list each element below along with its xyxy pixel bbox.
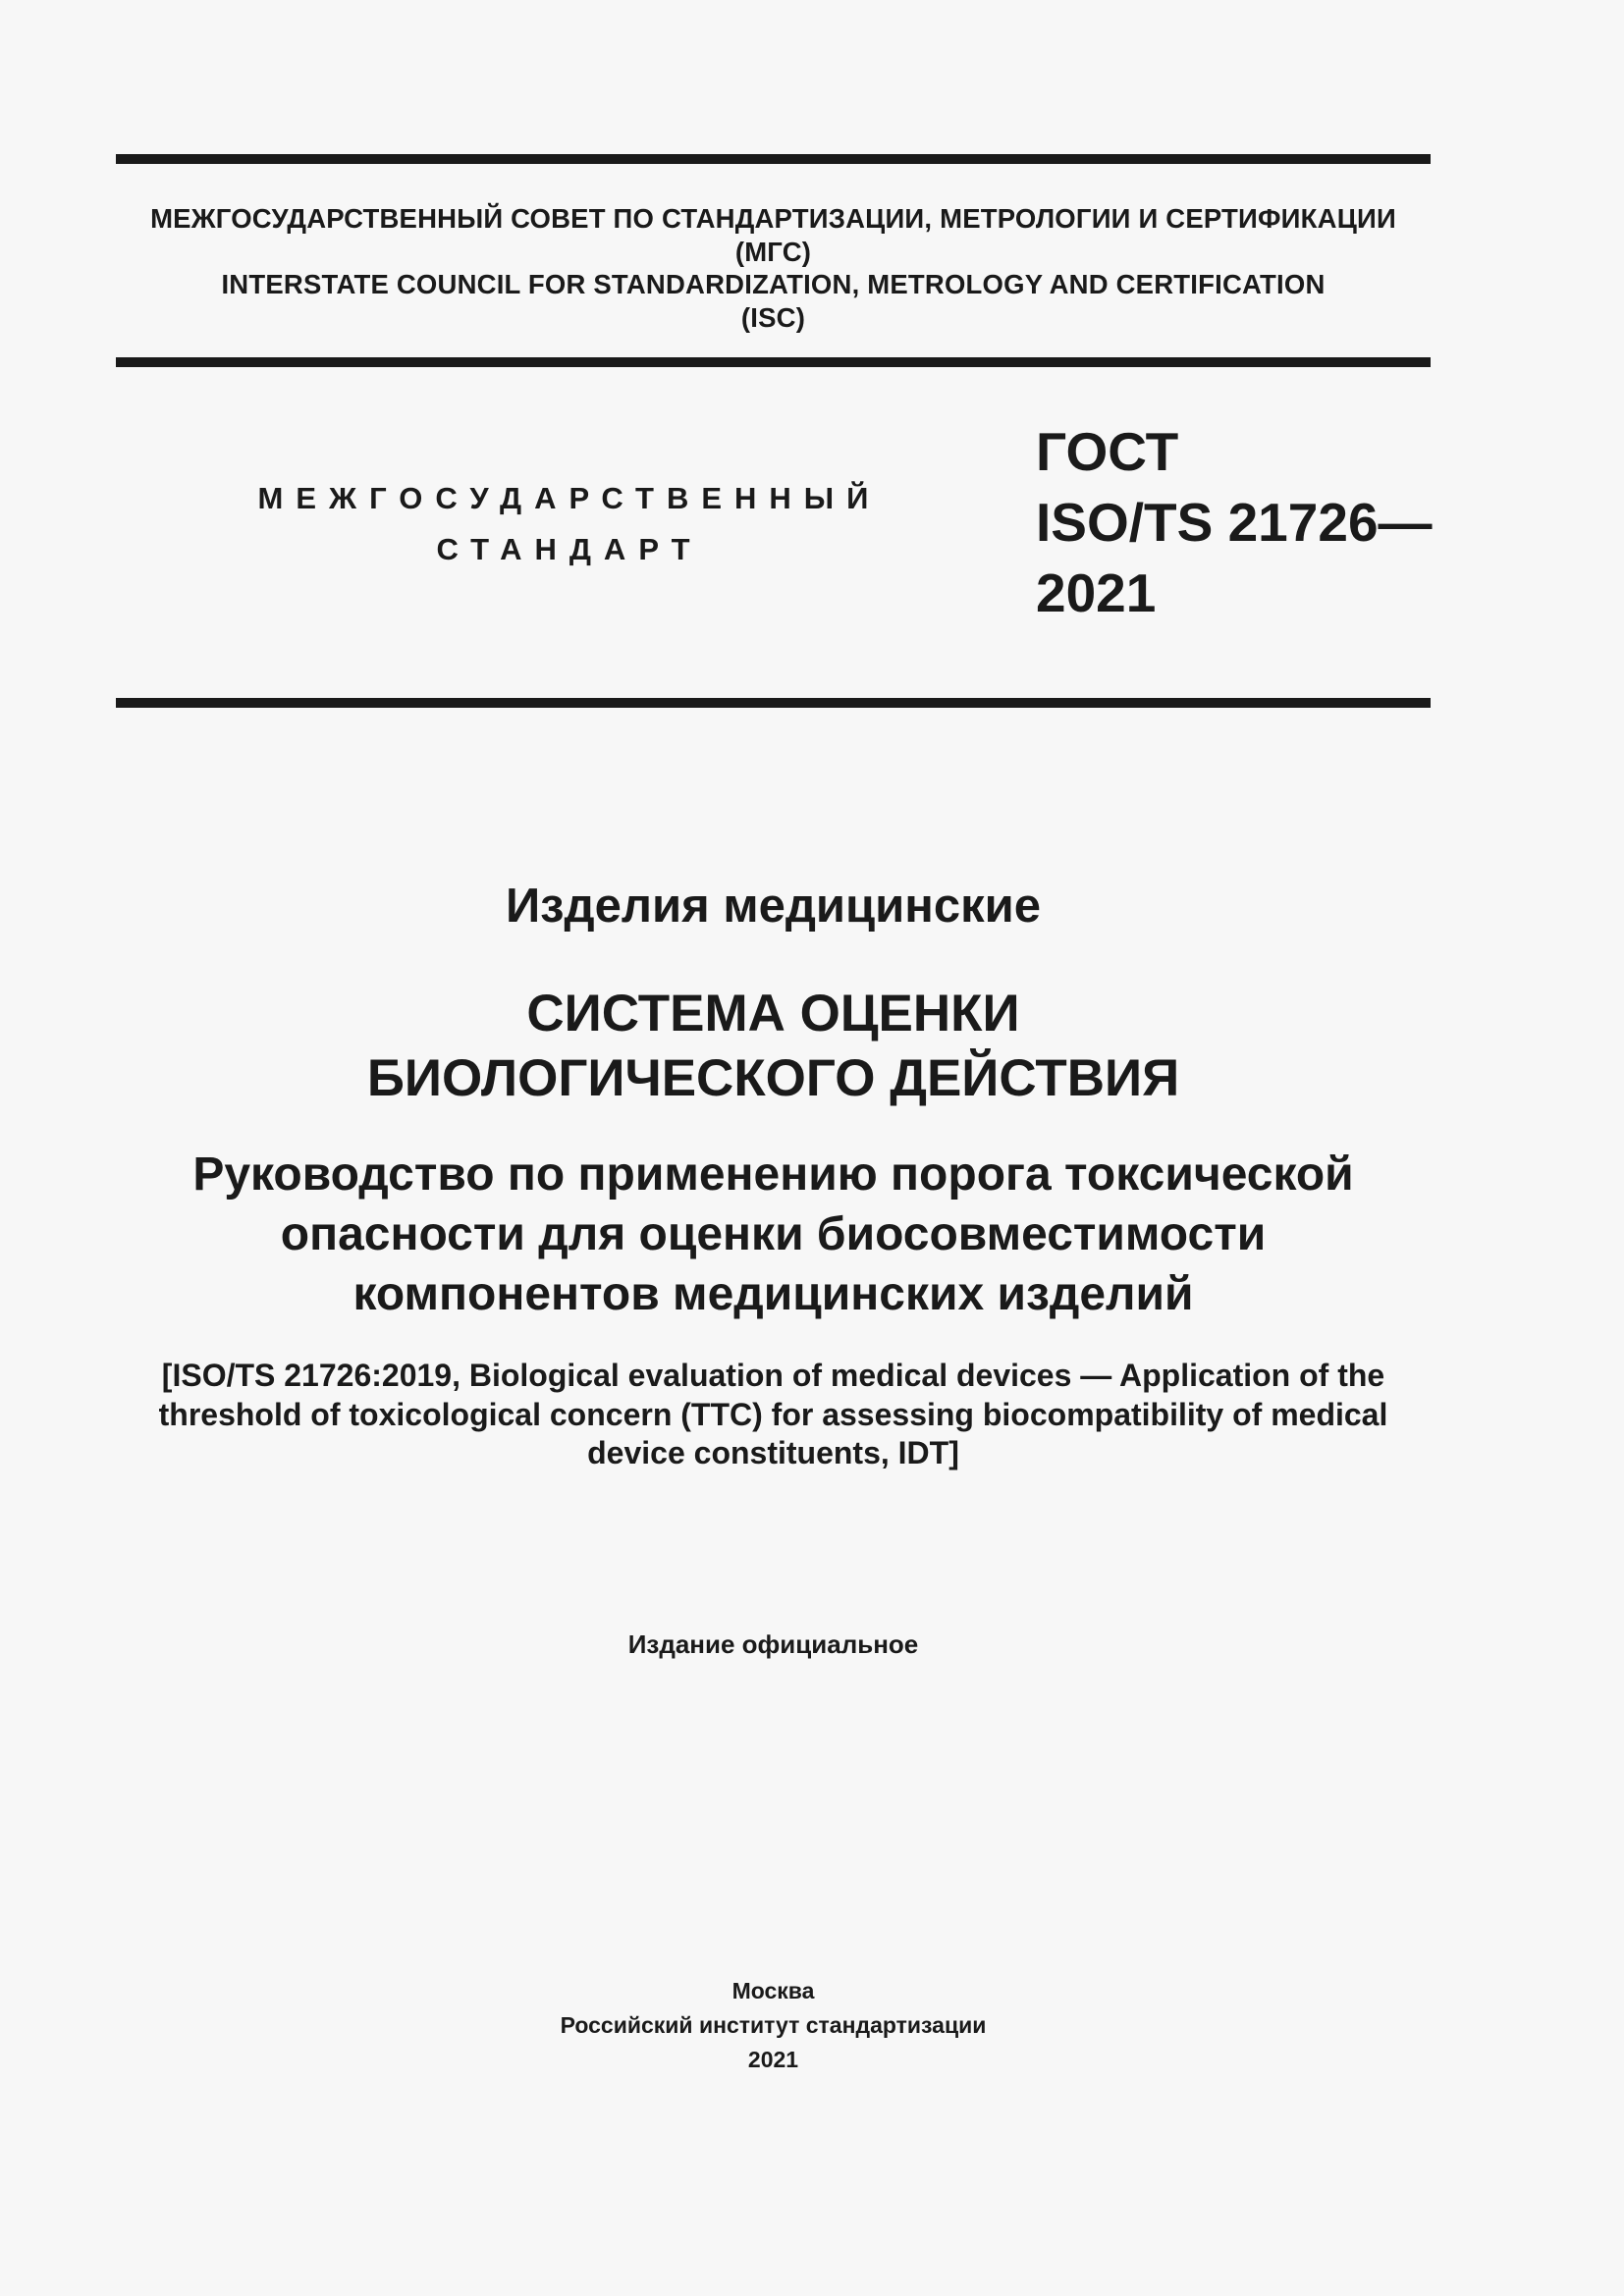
document-title-system — [116, 982, 1431, 1111]
title-line1: Изделия медицинские — [505, 880, 1042, 933]
system-line1: СИСТЕМА ОЦЕНКИ — [526, 985, 1020, 1042]
document-subtitle — [116, 1145, 1431, 1324]
edition-label: Издание официальное — [627, 1629, 919, 1659]
imprint-publisher: Российский институт стандартизации — [560, 2012, 987, 2038]
document-title-main — [116, 877, 1431, 935]
iso-reference — [116, 1357, 1431, 1473]
council-abbr-en: (ISC) — [740, 301, 806, 333]
subtitle-line1: Руководство по применению порога токсической — [192, 1148, 1354, 1201]
subtitle-line3: компонентов медицинских изделий — [352, 1268, 1194, 1320]
imprint-year: 2021 — [747, 2047, 799, 2072]
imprint — [116, 1974, 1431, 2077]
designation-line1: ГОСТ — [1036, 421, 1179, 482]
iso-reference-line1: [ISO/TS 21726:2019, Biological evaluation of medical devices — Application of the — [161, 1358, 1385, 1393]
council-name-ru: МЕЖГОСУДАРСТВЕННЫЙ СОВЕТ ПО СТАНДАРТИЗАЦИИ, МЕТРОЛОГИИ И СЕРТИФИКАЦИИ — [150, 203, 1396, 234]
system-line2: БИОЛОГИЧЕСКОГО ДЕЙСТВИЯ — [366, 1049, 1180, 1107]
middle-rule — [116, 357, 1431, 367]
standard-type-line2: СТАНДАРТ — [436, 532, 703, 566]
council-abbr-ru: (МГС) — [734, 236, 812, 267]
standard-type-line1: МЕЖГОСУДАРСТВЕННЫЙ — [257, 481, 882, 515]
iso-reference-line3: device constituents, IDT] — [587, 1435, 959, 1470]
standard-designation — [1036, 416, 1433, 628]
bottom-rule — [116, 698, 1431, 708]
iso-reference-line2: threshold of toxicological concern (TTC) for assessing biocompatibility of medical — [158, 1396, 1388, 1432]
council-name-en: INTERSTATE COUNCIL FOR STANDARDIZATION, METROLOGY AND CERTIFICATION — [221, 269, 1326, 299]
designation-line3: 2021 — [1036, 562, 1157, 623]
standard-type — [255, 473, 884, 575]
top-rule — [116, 154, 1431, 164]
designation-line2: ISO/TS 21726— — [1036, 492, 1433, 553]
imprint-city: Москва — [731, 1978, 815, 2003]
subtitle-line2: опасности для оценки биосовместимости — [280, 1208, 1267, 1260]
council-header — [116, 202, 1431, 334]
